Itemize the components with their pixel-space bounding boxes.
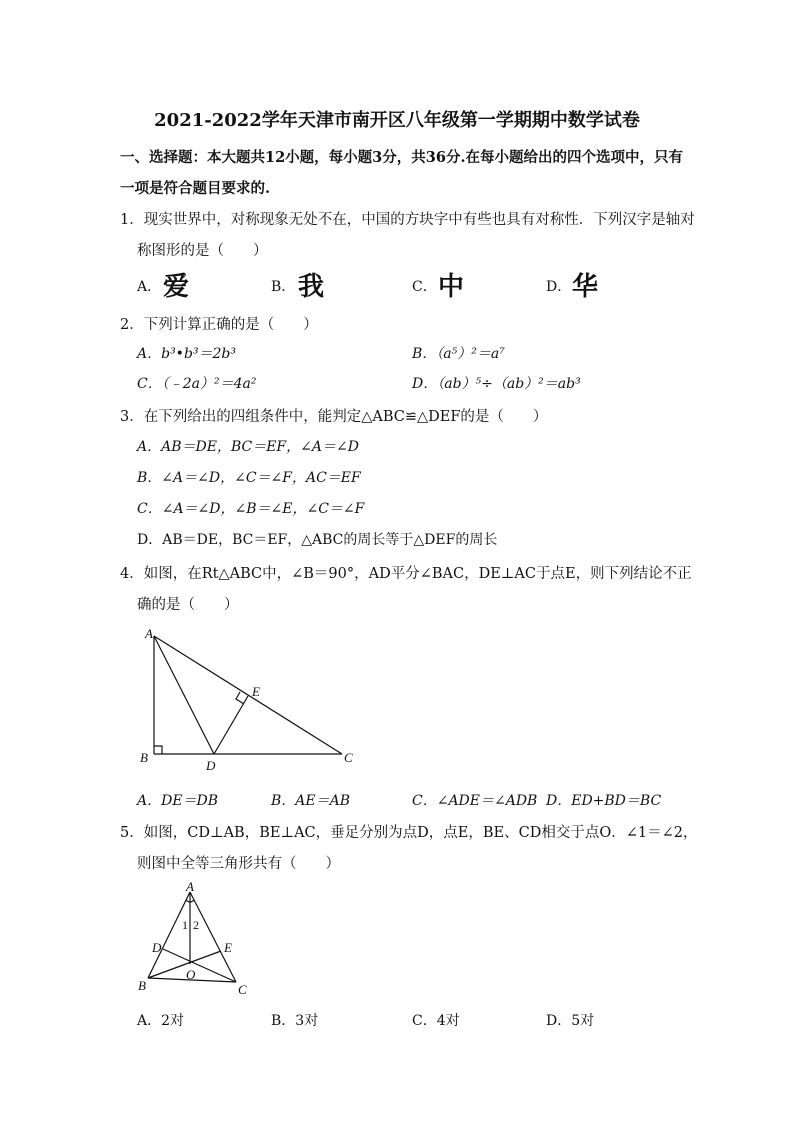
q1-option-c-label: C． (412, 279, 437, 295)
q5-option-c: C．4对 (412, 1013, 460, 1029)
q3-option-a: A．AB＝DE，BC＝EF，∠A＝∠D (137, 439, 359, 455)
q1-option-c-char: 中 (438, 272, 465, 302)
q1-stem-line2: 称图形的是（ ） (137, 243, 268, 259)
q5-label-e: E (224, 940, 232, 955)
q2-option-a: A．b³•b³＝2b³ (137, 346, 236, 362)
q5-option-b: B．3对 (271, 1013, 319, 1029)
q4-right-angle-e (236, 692, 244, 704)
q4-right-angle-b (154, 746, 162, 754)
q5-stem-line1: 5．如图，CD⊥AB，BE⊥AC，垂足分别为点D，点E，BE、CD相交于点O．∠1＝∠2， (120, 825, 698, 841)
q1-option-d-label: D． (546, 279, 572, 295)
q4-label-e: E (252, 684, 260, 699)
q4-side-ac (154, 636, 342, 754)
q5-label-angle-2: 2 (193, 918, 199, 932)
section-heading-line1: 一、选择题：本大题共12小题，每小题3分，共36分.在每小题给出的四个选项中，只有 (120, 149, 683, 166)
q1-option-b-label: B． (271, 279, 296, 295)
q5-figure (130, 878, 270, 998)
q2-option-c: C．（﹣2a）²＝4a² (137, 376, 257, 392)
q4-option-c: C．∠ADE＝∠ADB (412, 793, 538, 809)
q4-figure (130, 620, 370, 780)
q5-label-b: B (138, 978, 146, 993)
q4-stem-line2: 确的是（ ） (137, 597, 239, 613)
q1-stem-line1: 1．现实世界中，对称现象无处不在，中国的方块字中有些也具有对称性．下列汉字是轴对 (120, 212, 695, 228)
q5-side-ac (190, 892, 236, 982)
q1-option-d-char: 华 (572, 272, 599, 302)
q4-label-d: D (206, 758, 216, 773)
q5-label-c: C (238, 982, 247, 997)
q4-option-b: B．AE＝AB (271, 793, 351, 809)
q5-label-angle-1: 1 (182, 918, 188, 932)
q1-option-b-char: 我 (298, 272, 325, 302)
q2-option-b: B．（a⁵）²＝a⁷ (412, 346, 505, 362)
q4-perpendicular-de (214, 696, 248, 754)
q5-option-a: A．2对 (137, 1013, 185, 1029)
q4-stem-line1: 4．如图，在Rt△ABC中，∠B＝90°，AD平分∠BAC，DE⊥AC于点E，则下列结论不正 (120, 566, 692, 582)
q4-label-a: A (145, 626, 153, 641)
q3-option-d: D．AB＝DE，BC＝EF，△ABC的周长等于△DEF的周长 (137, 532, 498, 548)
q5-label-o: O (186, 967, 196, 982)
q5-label-d: D (152, 940, 162, 955)
q3-option-c: C．∠A＝∠D，∠B＝∠E，∠C＝∠F (137, 501, 365, 517)
q1-option-a-char: 爱 (163, 272, 190, 302)
q2-option-d: D．（ab）⁵÷（ab）²＝ab³ (412, 376, 581, 392)
q1-option-a-label: A． (137, 279, 162, 295)
q4-bisector-ad (154, 636, 214, 754)
q3-stem: 3．在下列给出的四组条件中，能判定△ABC≌△DEF的是（ ） (120, 409, 548, 425)
q4-label-b: B (140, 750, 148, 765)
page-title: 2021-2022学年天津市南开区八年级第一学期期中数学试卷 (154, 110, 640, 131)
q4-option-a: A．DE＝DB (137, 793, 219, 809)
q4-option-d: D．ED+BD＝BC (546, 793, 662, 809)
q2-stem: 2．下列计算正确的是（ ） (120, 317, 318, 333)
q5-label-a: A (186, 879, 194, 894)
q5-stem-line2: 则图中全等三角形共有（ ） (137, 856, 340, 872)
q3-option-b: B．∠A＝∠D，∠C＝∠F，AC＝EF (137, 470, 361, 486)
q5-option-d: D．5对 (546, 1013, 595, 1029)
q4-label-c: C (344, 750, 353, 765)
section-heading-line2: 一项是符合题目要求的. (120, 180, 271, 197)
